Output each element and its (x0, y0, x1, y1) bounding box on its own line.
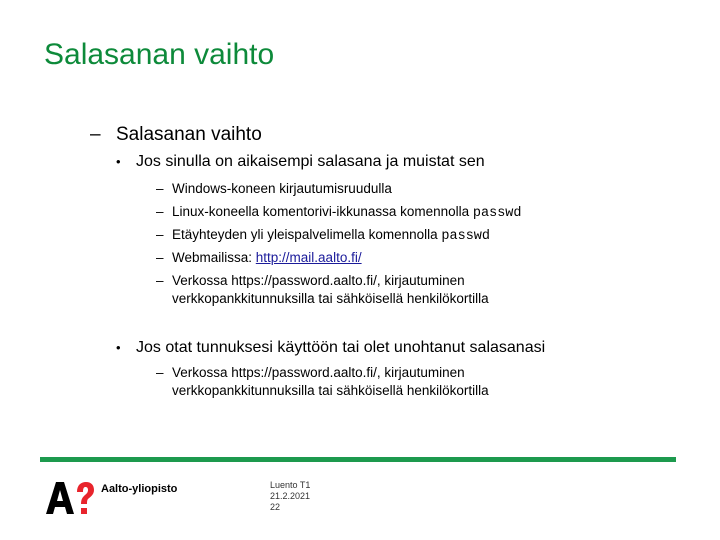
footer-meta (270, 480, 310, 513)
sub-item-text (172, 364, 489, 400)
level1-item (90, 124, 262, 146)
sub-item-text (172, 249, 362, 267)
dash-marker: – (156, 204, 164, 219)
page-number: 22 (270, 502, 281, 512)
sub-item-line2: verkkopankkitunnuksilla tai sähköisellä henkilökortilla (172, 291, 489, 306)
lecture-label: Luento T1 (270, 480, 311, 490)
dash-marker: – (156, 365, 164, 380)
sub-item-label: Etäyhteyden yli yleispalvelimella komennolla (172, 227, 442, 242)
sub-item-label: Linux-koneella komentorivi-ikkunassa komennolla (172, 204, 473, 219)
webmail-link[interactable]: http://mail.aalto.fi/ (255, 250, 362, 265)
dash-marker: – (90, 124, 101, 145)
bullet-text: Jos otat tunnuksesi käyttöön tai olet unohtanut salasanasi (136, 339, 546, 356)
command-code: passwd (472, 206, 522, 221)
sub-item-line1: Verkossa https://password.aalto.fi/, kirjautuminen (172, 365, 465, 380)
sub-item-text: Windows-koneen kirjautumisruudulla (172, 181, 392, 196)
sub-item-text (172, 203, 522, 223)
dash-marker: – (156, 181, 164, 196)
dash-marker: – (156, 227, 164, 242)
footer-divider (40, 457, 676, 462)
bullet-item-2 (116, 339, 545, 357)
bullet-marker: • (116, 154, 121, 169)
slide-date: 21.2.2021 (270, 491, 311, 501)
page-title: Salasanan vaihto (44, 38, 275, 71)
command-code: passwd (441, 229, 490, 244)
dash-marker: – (156, 250, 164, 265)
sub-item-label: Webmailissa: (172, 250, 256, 265)
sub-item-text (172, 226, 490, 246)
bullet-item-1 (116, 153, 485, 171)
bullet-marker: • (116, 340, 121, 355)
aalto-logo-icon (44, 480, 94, 516)
dash-marker: – (156, 273, 164, 288)
sub-item-line2: verkkopankkitunnuksilla tai sähköisellä henkilökortilla (172, 383, 489, 398)
bullet-text: Jos sinulla on aikaisempi salasana ja muistat sen (136, 153, 485, 170)
sub-item-text (172, 272, 489, 308)
level1-text: Salasanan vaihto (116, 124, 262, 145)
sub-item-line1: Verkossa https://password.aalto.fi/, kirjautuminen (172, 273, 465, 288)
university-name: Aalto-yliopisto (101, 483, 178, 495)
